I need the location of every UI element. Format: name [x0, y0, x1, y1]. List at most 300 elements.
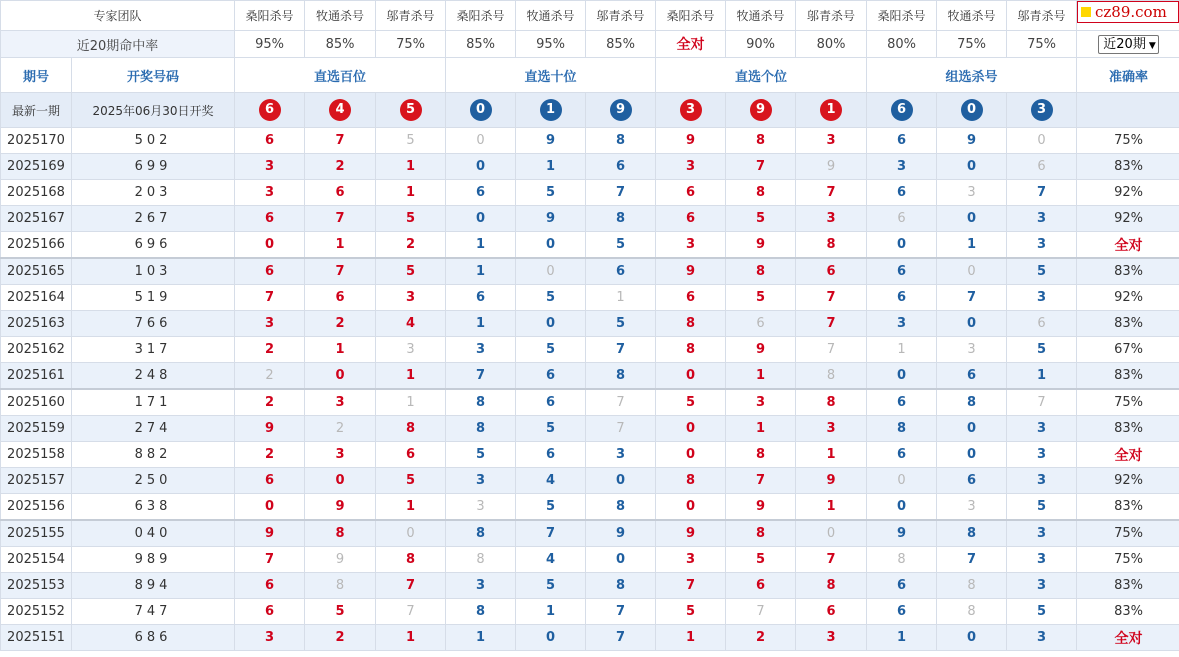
kill-cell: 8 — [726, 258, 796, 285]
latest-ball-cell — [586, 93, 656, 128]
kill-cell: 8 — [796, 573, 867, 599]
kill-cell: 7 — [1007, 180, 1077, 206]
header-tens: 直选十位 — [446, 58, 656, 93]
kill-cell: 0 — [867, 494, 937, 521]
header-draw: 开奖号码 — [72, 58, 235, 93]
issue-number: 2025167 — [1, 206, 72, 232]
hit-rate-row — [1, 31, 1179, 58]
accuracy-cell: 83% — [1077, 416, 1179, 442]
expert-name: 牧通杀号 — [937, 1, 1007, 31]
kill-cell: 1 — [376, 494, 446, 521]
kill-cell: 0 — [867, 363, 937, 390]
kill-cell: 0 — [235, 494, 305, 521]
kill-cell: 3 — [1007, 573, 1077, 599]
history-row — [1, 128, 1179, 154]
kill-cell: 8 — [726, 442, 796, 468]
kill-cell: 7 — [796, 311, 867, 337]
issue-number: 2025159 — [1, 416, 72, 442]
period-select-value: 近20期 — [1103, 36, 1146, 52]
kill-cell: 0 — [937, 625, 1007, 651]
expert-name: 邬青杀号 — [586, 1, 656, 31]
kill-cell: 5 — [586, 232, 656, 259]
issue-number: 2025164 — [1, 285, 72, 311]
draw-number: 894 — [72, 573, 235, 599]
kill-cell: 4 — [376, 311, 446, 337]
kill-ball: 3 — [680, 99, 702, 121]
kill-ball: 1 — [540, 99, 562, 121]
issue-number: 2025162 — [1, 337, 72, 363]
accuracy-cell: 75% — [1077, 389, 1179, 416]
kill-cell: 1 — [516, 154, 586, 180]
kill-cell: 0 — [376, 520, 446, 547]
hit-rate: 90% — [726, 31, 796, 58]
kill-cell: 0 — [937, 154, 1007, 180]
hit-rate: 全对 — [656, 31, 726, 58]
kill-ball: 9 — [610, 99, 632, 121]
hit-rate: 75% — [1007, 31, 1077, 58]
issue-number: 2025154 — [1, 547, 72, 573]
kill-cell: 5 — [516, 285, 586, 311]
period-select-cell — [1077, 31, 1179, 58]
kill-cell: 3 — [1007, 206, 1077, 232]
kill-cell: 2 — [235, 363, 305, 390]
kill-cell: 3 — [937, 494, 1007, 521]
history-row — [1, 468, 1179, 494]
kill-cell: 9 — [656, 520, 726, 547]
kill-cell: 8 — [937, 599, 1007, 625]
draw-number: 696 — [72, 232, 235, 259]
draw-number: 103 — [72, 258, 235, 285]
kill-cell: 7 — [586, 389, 656, 416]
history-row — [1, 520, 1179, 547]
latest-accuracy-cell — [1077, 93, 1179, 128]
expert-team-row — [1, 1, 1179, 31]
expert-name: 邬青杀号 — [376, 1, 446, 31]
latest-ball-cell — [796, 93, 867, 128]
kill-cell: 9 — [796, 468, 867, 494]
draw-number: 699 — [72, 154, 235, 180]
kill-cell: 0 — [235, 232, 305, 259]
kill-cell: 8 — [656, 311, 726, 337]
kill-cell: 1 — [446, 232, 516, 259]
issue-number: 2025168 — [1, 180, 72, 206]
kill-cell: 7 — [937, 285, 1007, 311]
kill-cell: 1 — [796, 494, 867, 521]
kill-cell: 0 — [937, 442, 1007, 468]
kill-cell: 9 — [235, 520, 305, 547]
header-units: 直选个位 — [656, 58, 867, 93]
kill-cell: 5 — [516, 416, 586, 442]
logo-text: cz89.com — [1095, 3, 1167, 21]
kill-cell: 3 — [446, 573, 516, 599]
kill-cell: 6 — [867, 573, 937, 599]
kill-cell: 8 — [446, 547, 516, 573]
kill-cell: 1 — [796, 442, 867, 468]
column-header-row — [1, 58, 1179, 93]
kill-cell: 0 — [656, 494, 726, 521]
kill-cell: 6 — [656, 180, 726, 206]
kill-cell: 2 — [305, 154, 376, 180]
accuracy-cell: 83% — [1077, 258, 1179, 285]
kill-ball: 5 — [400, 99, 422, 121]
kill-cell: 6 — [446, 285, 516, 311]
kill-cell: 6 — [1007, 311, 1077, 337]
kill-cell: 3 — [656, 547, 726, 573]
accuracy-cell: 83% — [1077, 363, 1179, 390]
kill-cell: 7 — [446, 363, 516, 390]
accuracy-cell: 92% — [1077, 206, 1179, 232]
kill-cell: 2 — [235, 389, 305, 416]
kill-cell: 1 — [376, 363, 446, 390]
kill-cell: 6 — [516, 389, 586, 416]
kill-cell: 9 — [937, 128, 1007, 154]
latest-ball-cell — [376, 93, 446, 128]
kill-cell: 0 — [446, 154, 516, 180]
kill-cell: 5 — [1007, 258, 1077, 285]
kill-cell: 6 — [937, 468, 1007, 494]
kill-cell: 0 — [867, 232, 937, 259]
latest-issue-row — [1, 93, 1179, 128]
kill-cell: 8 — [726, 128, 796, 154]
kill-cell: 5 — [516, 573, 586, 599]
history-row — [1, 573, 1179, 599]
kill-cell: 1 — [305, 337, 376, 363]
kill-cell: 6 — [586, 258, 656, 285]
draw-number: 989 — [72, 547, 235, 573]
kill-cell: 6 — [656, 285, 726, 311]
kill-cell: 3 — [446, 494, 516, 521]
kill-cell: 3 — [235, 625, 305, 651]
draw-number: 267 — [72, 206, 235, 232]
expert-name: 牧通杀号 — [305, 1, 376, 31]
kill-cell: 7 — [516, 520, 586, 547]
kill-cell: 3 — [796, 416, 867, 442]
kill-cell: 6 — [726, 573, 796, 599]
kill-cell: 7 — [305, 128, 376, 154]
history-row — [1, 442, 1179, 468]
kill-cell: 1 — [586, 285, 656, 311]
kill-cell: 8 — [446, 520, 516, 547]
header-group-kill: 组选杀号 — [867, 58, 1077, 93]
kill-cell: 3 — [937, 180, 1007, 206]
kill-cell: 1 — [937, 232, 1007, 259]
kill-cell: 7 — [376, 599, 446, 625]
kill-cell: 6 — [516, 442, 586, 468]
kill-cell: 8 — [796, 232, 867, 259]
accuracy-cell: 75% — [1077, 520, 1179, 547]
kill-cell: 8 — [586, 573, 656, 599]
history-row — [1, 416, 1179, 442]
kill-cell: 3 — [937, 337, 1007, 363]
accuracy-cell: 75% — [1077, 547, 1179, 573]
latest-ball-cell — [656, 93, 726, 128]
kill-cell: 3 — [1007, 285, 1077, 311]
history-row — [1, 232, 1179, 259]
header-hundreds: 直选百位 — [235, 58, 446, 93]
kill-cell: 0 — [305, 363, 376, 390]
kill-cell: 6 — [1007, 154, 1077, 180]
kill-cell: 5 — [376, 128, 446, 154]
history-row — [1, 206, 1179, 232]
kill-cell: 6 — [586, 154, 656, 180]
kill-cell: 8 — [796, 389, 867, 416]
kill-cell: 6 — [867, 206, 937, 232]
kill-cell: 9 — [235, 416, 305, 442]
draw-number: 250 — [72, 468, 235, 494]
kill-cell: 6 — [796, 258, 867, 285]
expert-name: 桑阳杀号 — [235, 1, 305, 31]
hit-rate: 80% — [796, 31, 867, 58]
kill-cell: 3 — [656, 154, 726, 180]
kill-cell: 5 — [586, 311, 656, 337]
hit-rate: 75% — [937, 31, 1007, 58]
kill-cell: 9 — [305, 547, 376, 573]
kill-cell: 3 — [305, 442, 376, 468]
kill-cell: 0 — [516, 311, 586, 337]
kill-cell: 0 — [796, 520, 867, 547]
kill-cell: 7 — [586, 180, 656, 206]
kill-cell: 1 — [1007, 363, 1077, 390]
kill-cell: 0 — [937, 311, 1007, 337]
history-row — [1, 180, 1179, 206]
expert-team-label: 专家团队 — [1, 1, 235, 31]
kill-cell: 9 — [726, 232, 796, 259]
accuracy-cell: 全对 — [1077, 625, 1179, 651]
latest-ball-cell — [516, 93, 586, 128]
accuracy-cell: 92% — [1077, 468, 1179, 494]
kill-cell: 1 — [726, 363, 796, 390]
kill-cell: 0 — [446, 206, 516, 232]
draw-number: 274 — [72, 416, 235, 442]
kill-cell: 8 — [305, 520, 376, 547]
kill-cell: 9 — [516, 128, 586, 154]
kill-cell: 7 — [656, 573, 726, 599]
kill-cell: 3 — [867, 311, 937, 337]
kill-cell: 9 — [726, 337, 796, 363]
kill-cell: 1 — [446, 625, 516, 651]
kill-cell: 4 — [516, 547, 586, 573]
hit-rate: 80% — [867, 31, 937, 58]
draw-number: 040 — [72, 520, 235, 547]
history-row — [1, 494, 1179, 521]
latest-ball-cell — [1007, 93, 1077, 128]
accuracy-cell: 67% — [1077, 337, 1179, 363]
history-row — [1, 363, 1179, 390]
issue-number: 2025155 — [1, 520, 72, 547]
kill-cell: 1 — [376, 389, 446, 416]
kill-cell: 1 — [516, 599, 586, 625]
kill-cell: 2 — [235, 442, 305, 468]
kill-cell: 7 — [586, 416, 656, 442]
kill-cell: 5 — [446, 442, 516, 468]
kill-cell: 5 — [656, 599, 726, 625]
kill-cell: 6 — [656, 206, 726, 232]
kill-cell: 3 — [726, 389, 796, 416]
kill-cell: 5 — [305, 599, 376, 625]
kill-cell: 0 — [305, 468, 376, 494]
kill-cell: 5 — [726, 206, 796, 232]
header-accuracy: 准确率 — [1077, 58, 1179, 93]
kill-cell: 1 — [867, 625, 937, 651]
kill-cell: 3 — [235, 180, 305, 206]
kill-cell: 6 — [867, 128, 937, 154]
kill-ball: 0 — [961, 99, 983, 121]
kill-cell: 2 — [305, 625, 376, 651]
issue-number: 2025170 — [1, 128, 72, 154]
accuracy-cell: 83% — [1077, 311, 1179, 337]
kill-cell: 2 — [305, 416, 376, 442]
kill-cell: 8 — [586, 363, 656, 390]
kill-cell: 3 — [1007, 547, 1077, 573]
kill-cell: 8 — [867, 547, 937, 573]
hit-rate: 85% — [586, 31, 656, 58]
accuracy-cell: 83% — [1077, 494, 1179, 521]
history-row — [1, 285, 1179, 311]
expert-name: 邬青杀号 — [796, 1, 867, 31]
kill-cell: 5 — [516, 180, 586, 206]
kill-cell: 0 — [516, 258, 586, 285]
accuracy-cell: 75% — [1077, 128, 1179, 154]
chevron-down-icon: ▼ — [1148, 40, 1156, 51]
kill-cell: 6 — [235, 599, 305, 625]
latest-ball-cell — [446, 93, 516, 128]
draw-number: 248 — [72, 363, 235, 390]
hit-rate: 85% — [305, 31, 376, 58]
kill-ball: 6 — [259, 99, 281, 121]
expert-name: 桑阳杀号 — [867, 1, 937, 31]
kill-cell: 2 — [376, 232, 446, 259]
kill-cell: 1 — [305, 232, 376, 259]
hit-rate: 75% — [376, 31, 446, 58]
kill-cell: 6 — [235, 128, 305, 154]
issue-number: 2025157 — [1, 468, 72, 494]
kill-cell: 3 — [235, 154, 305, 180]
kill-cell: 8 — [656, 468, 726, 494]
kill-cell: 7 — [235, 285, 305, 311]
kill-cell: 6 — [867, 285, 937, 311]
kill-ball: 4 — [329, 99, 351, 121]
kill-cell: 8 — [586, 494, 656, 521]
kill-cell: 1 — [376, 625, 446, 651]
kill-cell: 6 — [235, 258, 305, 285]
kill-cell: 8 — [867, 416, 937, 442]
kill-ball: 0 — [470, 99, 492, 121]
expert-name: 邬青杀号 — [1007, 1, 1077, 31]
kill-cell: 6 — [937, 363, 1007, 390]
kill-cell: 5 — [656, 389, 726, 416]
hit-rate: 95% — [516, 31, 586, 58]
kill-cell: 7 — [586, 337, 656, 363]
kill-cell: 7 — [305, 206, 376, 232]
history-row — [1, 625, 1179, 651]
kill-cell: 3 — [376, 285, 446, 311]
kill-cell: 3 — [1007, 416, 1077, 442]
kill-cell: 6 — [867, 442, 937, 468]
accuracy-cell: 全对 — [1077, 232, 1179, 259]
accuracy-cell: 92% — [1077, 285, 1179, 311]
kill-cell: 6 — [446, 180, 516, 206]
kill-cell: 5 — [726, 285, 796, 311]
kill-cell: 3 — [446, 468, 516, 494]
issue-number: 2025161 — [1, 363, 72, 390]
accuracy-cell: 全对 — [1077, 442, 1179, 468]
kill-cell: 0 — [446, 128, 516, 154]
accuracy-cell: 83% — [1077, 573, 1179, 599]
kill-cell: 9 — [726, 494, 796, 521]
kill-cell: 7 — [726, 468, 796, 494]
kill-cell: 7 — [937, 547, 1007, 573]
kill-cell: 3 — [1007, 468, 1077, 494]
kill-cell: 8 — [656, 337, 726, 363]
kill-cell: 8 — [586, 128, 656, 154]
expert-name: 牧通杀号 — [516, 1, 586, 31]
issue-number: 2025169 — [1, 154, 72, 180]
period-select[interactable] — [1098, 35, 1158, 54]
kill-cell: 1 — [726, 416, 796, 442]
logo-mark-icon — [1081, 7, 1091, 17]
kill-cell: 8 — [305, 573, 376, 599]
kill-cell: 5 — [1007, 337, 1077, 363]
latest-label: 最新一期 — [1, 93, 72, 128]
kill-cell: 9 — [516, 206, 586, 232]
issue-number: 2025153 — [1, 573, 72, 599]
kill-cell: 0 — [656, 416, 726, 442]
kill-cell: 3 — [867, 154, 937, 180]
kill-cell: 8 — [796, 363, 867, 390]
kill-cell: 8 — [726, 180, 796, 206]
history-row — [1, 337, 1179, 363]
kill-cell: 3 — [656, 232, 726, 259]
issue-number: 2025152 — [1, 599, 72, 625]
history-row — [1, 389, 1179, 416]
kill-cell: 8 — [446, 599, 516, 625]
kill-cell: 2 — [305, 311, 376, 337]
kill-cell: 5 — [726, 547, 796, 573]
kill-ball: 9 — [750, 99, 772, 121]
kill-cell: 7 — [796, 337, 867, 363]
site-logo[interactable] — [1077, 1, 1179, 23]
kill-cell: 1 — [656, 625, 726, 651]
issue-number: 2025151 — [1, 625, 72, 651]
kill-cell: 8 — [586, 206, 656, 232]
issue-number: 2025160 — [1, 389, 72, 416]
kill-cell: 6 — [867, 258, 937, 285]
kill-cell: 9 — [796, 154, 867, 180]
hit-rate: 95% — [235, 31, 305, 58]
history-row — [1, 154, 1179, 180]
kill-cell: 1 — [446, 311, 516, 337]
hit-rate-label: 近20期命中率 — [1, 31, 235, 58]
draw-number: 882 — [72, 442, 235, 468]
kill-cell: 1 — [376, 180, 446, 206]
kill-cell: 5 — [516, 337, 586, 363]
latest-ball-cell — [235, 93, 305, 128]
kill-cell: 2 — [726, 625, 796, 651]
kill-ball: 3 — [1031, 99, 1053, 121]
kill-cell: 5 — [376, 206, 446, 232]
kill-cell: 0 — [937, 416, 1007, 442]
kill-cell: 9 — [586, 520, 656, 547]
kill-cell: 9 — [305, 494, 376, 521]
kill-cell: 3 — [796, 128, 867, 154]
kill-cell: 0 — [516, 625, 586, 651]
accuracy-cell: 92% — [1077, 180, 1179, 206]
kill-cell: 7 — [305, 258, 376, 285]
kill-cell: 3 — [1007, 625, 1077, 651]
kill-cell: 9 — [867, 520, 937, 547]
kill-cell: 6 — [726, 311, 796, 337]
kill-cell: 3 — [1007, 232, 1077, 259]
